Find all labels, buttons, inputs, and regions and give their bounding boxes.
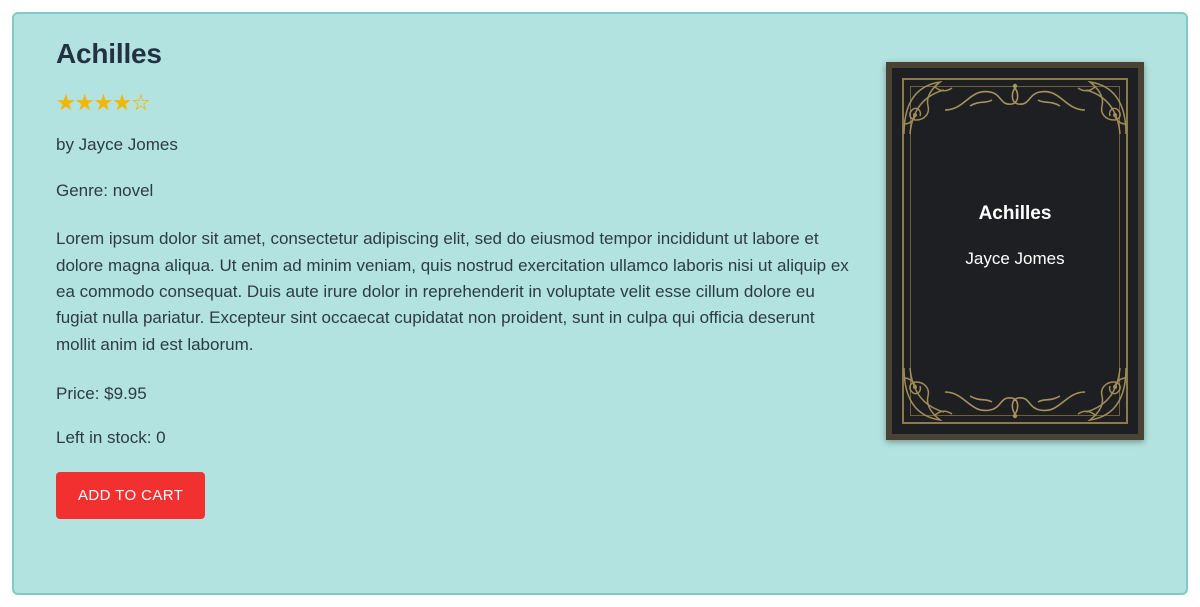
book-cover-image (886, 62, 1144, 440)
product-card (12, 12, 1188, 595)
add-to-cart-button[interactable]: ADD TO CART (56, 472, 205, 519)
product-author: by Jayce Jomes (56, 135, 178, 154)
product-description: Lorem ipsum dolor sit amet, consectetur adipiscing elit, sed do eiusmod tempor incididunt ut labore et dolore magna aliqua. Ut enim ad minim veniam, quis nostrud exercitation ullamco laboris nisi ut aliquip ex ea commodo consequat. Duis aute irure dolor in reprehenderit in voluptate velit esse cillum dolore eu fugiat nulla pariatur. Excepteur sint occaecat cupidatat non proident, sunt in culpa qui officia deserunt mollit anim id est laborum. (56, 229, 849, 354)
star-icon-5: ☆ (130, 90, 150, 115)
star-icon-1: ★ (56, 90, 75, 115)
star-rating (56, 92, 866, 116)
cover-title: Achilles (978, 203, 1052, 224)
cover-author: Jayce Jomes (965, 249, 1065, 268)
product-details (56, 38, 866, 519)
cover-corner-ornament-top-right-icon (1068, 76, 1130, 138)
book-cover (886, 62, 1144, 440)
product-card-inner (14, 14, 1186, 593)
product-price: Price: $9.95 (56, 383, 147, 403)
star-icon-3: ★ (93, 90, 113, 115)
star-icon-2: ★ (74, 90, 94, 115)
product-stock: Left in stock: 0 (56, 427, 166, 447)
cover-corner-ornament-top-left-icon (900, 76, 962, 138)
cover-corner-ornament-bottom-left-icon (900, 364, 962, 426)
cover-corner-ornament-bottom-right-icon (1068, 364, 1130, 426)
cover-text-block (892, 203, 1138, 269)
page-title: Achilles (56, 38, 162, 69)
star-icon-4: ★ (112, 90, 131, 115)
product-genre: Genre: novel (56, 181, 154, 201)
